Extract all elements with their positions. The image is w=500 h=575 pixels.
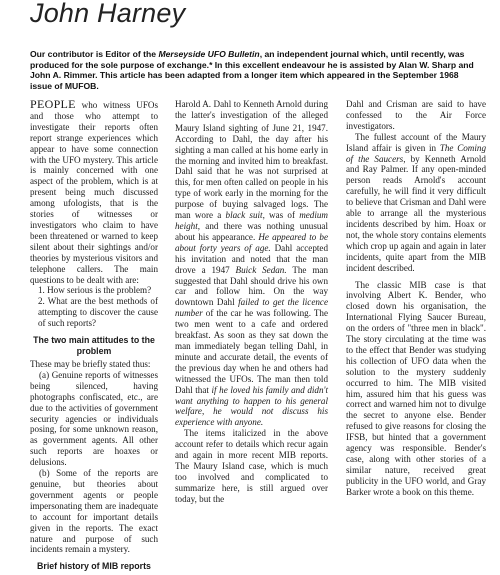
book-title: The Coming of the Saucers [346, 142, 486, 164]
text-span: Harold A. Dahl to Kenneth Arnold during the latter's investigation of the alleged Maury Island sighting of June 21, 1947. [175, 99, 328, 133]
column-2 [175, 99, 328, 505]
italic-span: black suit [225, 210, 263, 221]
intro-text-1: Our contributor is Editor of the [30, 49, 159, 59]
italic-span: failed to get the licence number [175, 297, 329, 319]
maury-island-paragraph [175, 99, 328, 428]
italic-span: He appeared to be about forty years of age. [175, 231, 329, 253]
paragraph: Dahl and Crisman are said to have confessed to the Air Force investigators. [346, 99, 486, 131]
paragraph: These may be briefly stated thus: [30, 359, 151, 370]
text-span: , was of [262, 210, 300, 221]
column-1 [30, 99, 158, 575]
intro-blurb [30, 49, 482, 91]
intro-text-2: , an independent journal which, until recently, was produced for the sole purpose of exchange.* In this excellent endeavour he is assisted by Alan W. Sharp and John A. Rimmer. This article has been adapted from a longer item which appeared in the September 1968 issue of MUFOB. [30, 49, 474, 91]
text-span: of the car he was following. The two men went to a cafe and ordered breakfast. As soon as they sat down the man immediately began telling Dahl, in minute and accurate detail, the events of the previous day when he and others had witnessed the UFOs. The man then told Dahl that [175, 308, 328, 395]
opening-text: who witness UFOs and those who attempt to investigate their reports often report strange experiences which appear to have some connection with the UFO mystery. This article is mainly concerned with one aspect of the problem, which is at present being much discussed among ufologists, that is the stories of witnesses or investigators who claim to have been threatened or warned to keep silent about their sightings and/or theories by mysterious visitors and telephone callers. The main questions to be dealt with are: [30, 100, 158, 285]
text-span: The man suggested that Dahl should drive his own car and follow him. On the way downtown Dahl [175, 264, 328, 308]
text-span: The fullest account of the Maury Island affair is given in [346, 131, 486, 153]
paragraph: (a) Genuine reports of witnesses being silenced, having photographs confiscated, etc., are due to the activities of government security agencies or individuals posing, for some unknown reason, as government agents. All other such reports are hoaxes or delusions. [30, 369, 158, 468]
paragraph [346, 132, 486, 274]
italic-span: medium height [175, 210, 328, 231]
paragraph: (b) Some of the reports are genuine, but theories about government agents or people impersonating them are inadequate to account for important details given in the reports. The exact nature and purpose of such incidents remain a mystery. [30, 468, 158, 555]
question-1: 1. How serious is the problem? [38, 285, 152, 296]
drop-word: PEOPLE [30, 97, 76, 111]
text-span: , and there was nothing unusual about his appearance. [175, 221, 328, 242]
section-heading-attitudes: The two main attitudes to the problem [33, 335, 155, 356]
paragraph: The classic MIB case is that involving Albert K. Bender, who closed down his organisation, the International Flying Saucer Bureau, on the orders of "three men in black". The story circulating at the time was to the effect that Bender was studying his collection of UFO data when the solution to the mystery suddenly occurred to him. The MIB visited him, assured him that his guess was correct and warned him not to divulge the secret to anyone else. Bender refused to give reasons for closing the IFSB, but hinted that a government agency was responsible. Bender's case, along with other stories of a similar nature, received great publicity in the UFO world, and Gray Barker wrote a book on this theme. [346, 279, 486, 497]
section-heading-history: Brief history of MIB reports [37, 561, 151, 572]
opening-paragraph [30, 99, 158, 285]
text-span: According to Dahl, the day after his sighting a man called at his home early in the morning and invited him to breakfast. Dahl said that he was not surprised at this, for men often called on people in his type of work early in the morning for the purpose of buying salvaged logs. The man wore a [175, 133, 328, 221]
text-span: Dahl accepted his invitation and noted that the man drove a 1947 [175, 242, 328, 275]
italic-span: Buick Sedan. [235, 264, 287, 275]
text-span: , by Kenneth Arnold and Ray Palmer. If any open-minded person reads Arnold's account carefully, he will find it very difficult to believe that Crisman and Dahl were able to arrange all the mysterious incidents described by him. Hoax or not, the whole story contains elements which crop up again and again in later incidents, quite apart from the MIB incident described. [346, 153, 486, 273]
author-name: John Harney [30, 0, 186, 28]
question-2: 2. What are the best methods of attempting to discover the cause of such reports? [38, 296, 158, 329]
italic-span: if he loved his family and didn't want anything to happen to his general welfare, he would not discuss his experience with anyone. [175, 384, 328, 428]
column-3 [346, 99, 486, 498]
paragraph: The items italicized in the above account refer to details which recur again and again in more recent MIB reports. The Maury Island case, which is much too involved and complicated to summarize here, is still argued over today, but the [175, 428, 328, 504]
intro-journal-title: Merseyside UFO Bulletin [158, 49, 260, 59]
